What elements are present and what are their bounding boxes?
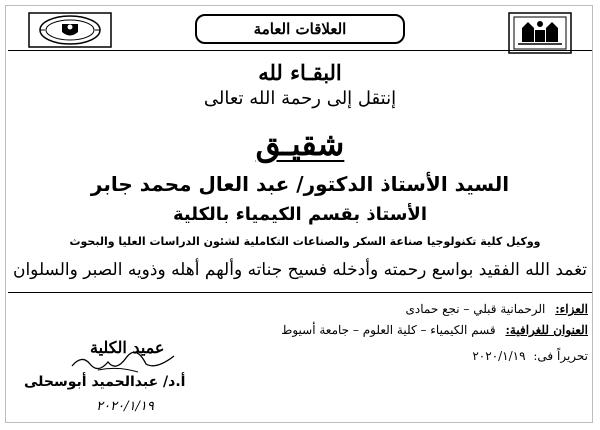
faculty-seal-icon [28,12,112,48]
handwritten-date [80,394,170,416]
header-divider [8,50,592,51]
position-line: الأستاذ بقسم الكيمياء بالكلية [172,204,428,225]
handwritten-signature [68,346,178,376]
professor-name: السيد الأستاذ الدكتور/ عبد العال محمد جابر [90,172,510,196]
announcement-line: إنتقل إلى رحمة الله تعالى [203,88,397,109]
notice-heading: البقـاء لله [258,60,342,85]
condolence-row [406,302,588,316]
dean-name: أ.د/ عبدالحميد أبوسحلى [24,374,186,390]
header-title: العلاقات العامة [253,20,347,38]
date-row [472,349,588,363]
vice-dean-line: ووكيل كلية تكنولوجيا صناعة السكر والصناعات التكاملية لشئون الدراسات العليا والبحوث [69,235,541,248]
university-emblem-icon [508,12,572,54]
address-row [281,323,588,337]
handwritten-date-text: ٢٠٢٠/١/١٩ [96,399,154,414]
condolence-value: الرحمانية قبلي – نجع حمادى [405,302,546,316]
date-label: تحريراً فى: [533,349,588,363]
header-banner [195,14,405,44]
relation-title: شقيـق [255,125,345,163]
condolence-label: العزاء: [555,302,588,316]
dean-title: عميد الكلية [90,338,165,357]
date-value: ٢٠٢٠/١/١٩ [472,349,526,363]
prayer-line: تغمد الله الفقيد بواسع رحمته وأدخله فسيح جناته وألهم أهله وذويه الصبر والسلوان [12,260,588,280]
address-value: قسم الكيمياء – كلية العلوم – جامعة أسيوط [281,323,496,337]
address-label: العنوان للغرافية: [505,323,588,337]
body-divider [8,292,592,293]
